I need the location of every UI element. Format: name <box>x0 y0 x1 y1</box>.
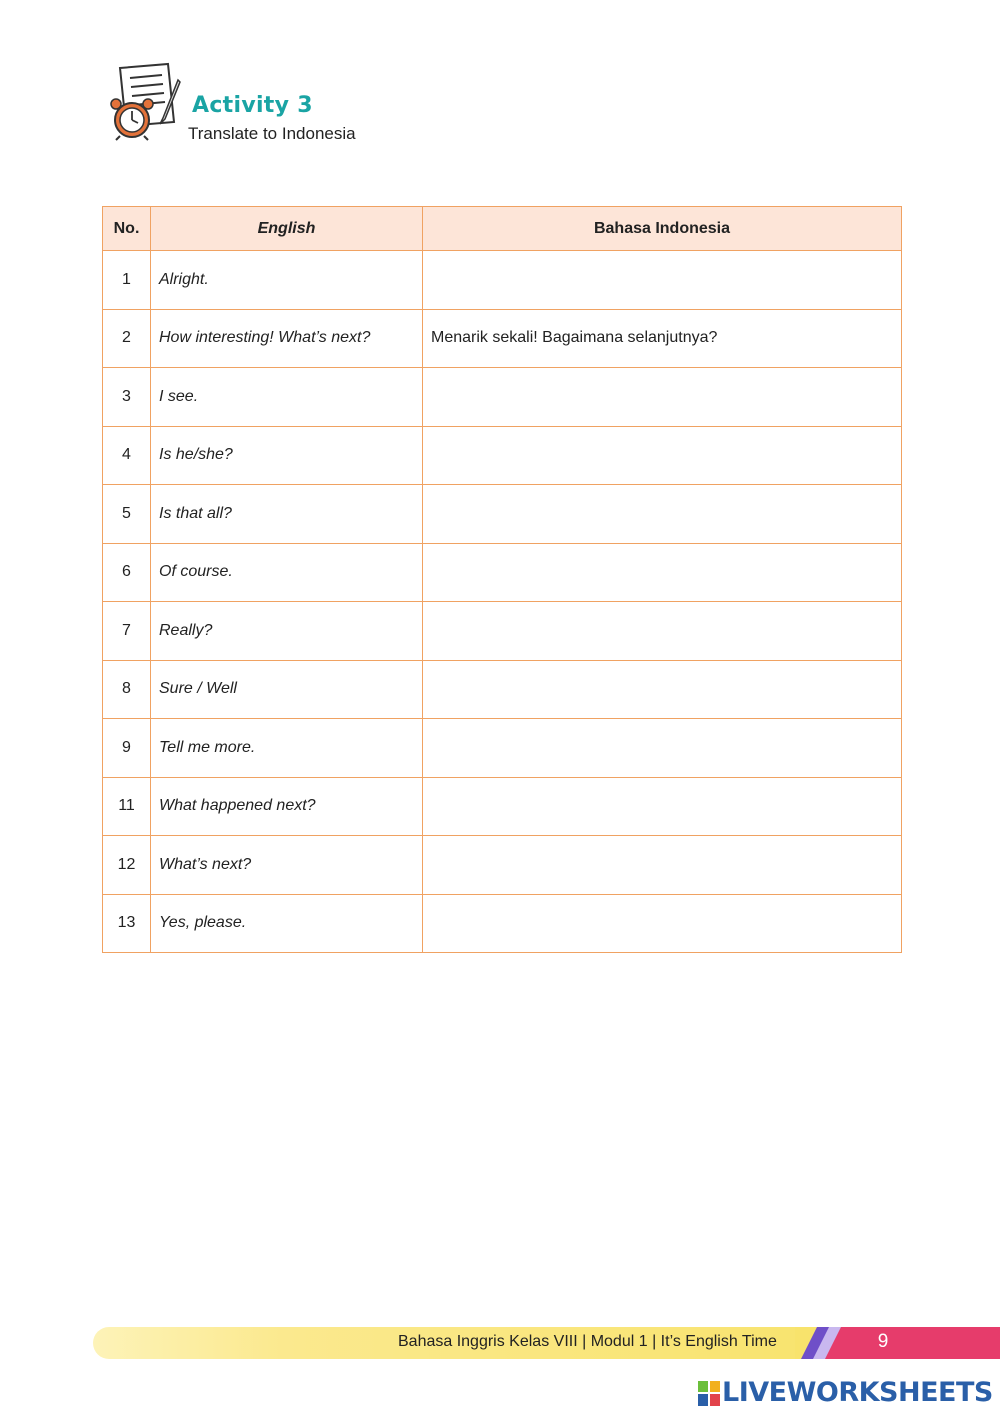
table-row <box>103 426 902 485</box>
english-phrase: Yes, please. <box>151 894 423 953</box>
column-header-no: No. <box>103 207 151 251</box>
row-number: 5 <box>103 485 151 544</box>
row-number: 2 <box>103 309 151 368</box>
translation-cell[interactable] <box>423 894 902 953</box>
english-phrase: Of course. <box>151 543 423 602</box>
page-number: 9 <box>877 1331 889 1352</box>
row-number: 7 <box>103 602 151 661</box>
activity-title: Activity 3 <box>192 93 313 118</box>
activity-instruction: Translate to Indonesia <box>188 124 356 143</box>
row-number: 1 <box>103 251 151 310</box>
english-phrase: Tell me more. <box>151 719 423 778</box>
activity-clipboard-clock-icon <box>108 60 186 142</box>
translation-cell[interactable] <box>423 251 902 310</box>
english-phrase: Is that all? <box>151 485 423 544</box>
row-number: 4 <box>103 426 151 485</box>
translation-cell[interactable]: Menarik sekali! Bagaimana selanjutnya? <box>423 309 902 368</box>
table-row <box>103 660 902 719</box>
row-number: 9 <box>103 719 151 778</box>
table-row <box>103 836 902 895</box>
row-number: 8 <box>103 660 151 719</box>
translation-cell[interactable] <box>423 543 902 602</box>
translation-cell[interactable] <box>423 485 902 544</box>
english-phrase: Really? <box>151 602 423 661</box>
translation-cell[interactable] <box>423 602 902 661</box>
english-phrase: What happened next? <box>151 777 423 836</box>
row-number: 6 <box>103 543 151 602</box>
english-phrase: What’s next? <box>151 836 423 895</box>
liveworksheets-watermark[interactable]: LIVEWORKSHEETS <box>722 1377 993 1408</box>
row-number: 13 <box>103 894 151 953</box>
translation-cell[interactable] <box>423 660 902 719</box>
liveworksheets-logo-icon <box>698 1381 720 1406</box>
row-number: 12 <box>103 836 151 895</box>
footer-text: Bahasa Inggris Kelas VIII | Modul 1 | It’s English Time <box>398 1333 777 1350</box>
table-row <box>103 368 902 427</box>
table-row <box>103 602 902 661</box>
column-header-english: English <box>151 207 423 251</box>
column-header-bahasa-indonesia: Bahasa Indonesia <box>423 207 902 251</box>
row-number: 11 <box>103 777 151 836</box>
table-row <box>103 251 902 310</box>
english-phrase: Alright. <box>151 251 423 310</box>
table-row <box>103 777 902 836</box>
row-number: 3 <box>103 368 151 427</box>
translation-cell[interactable] <box>423 719 902 778</box>
english-phrase: Sure / Well <box>151 660 423 719</box>
table-row <box>103 485 902 544</box>
table-row <box>103 719 902 778</box>
english-phrase: How interesting! What’s next? <box>151 309 423 368</box>
translation-table <box>102 206 902 953</box>
table-header-row <box>103 207 902 251</box>
table-row <box>103 543 902 602</box>
table-row <box>103 894 902 953</box>
table-row <box>103 309 902 368</box>
english-phrase: I see. <box>151 368 423 427</box>
translation-cell[interactable] <box>423 777 902 836</box>
translation-cell[interactable] <box>423 426 902 485</box>
english-phrase: Is he/she? <box>151 426 423 485</box>
translation-cell[interactable] <box>423 368 902 427</box>
translation-cell[interactable] <box>423 836 902 895</box>
